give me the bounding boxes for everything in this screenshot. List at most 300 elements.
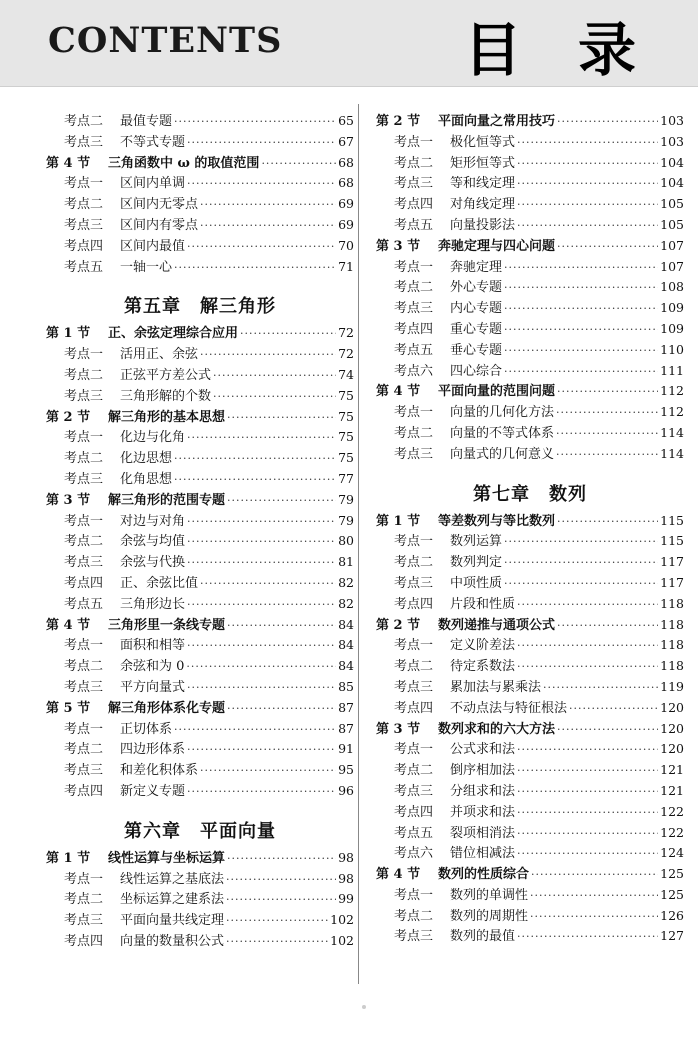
toc-topic-entry[interactable]	[376, 780, 684, 801]
entry-label: 考点四	[394, 596, 434, 612]
entry-label: 第 4 节	[376, 867, 421, 883]
entry-label: 考点三	[64, 388, 104, 404]
dot-leader	[186, 660, 336, 673]
entry-label: 第 3 节	[376, 238, 421, 254]
entry-title: 奔驰定理	[450, 259, 503, 275]
entry-page-number: 122	[660, 803, 684, 819]
entry-label: 考点一	[64, 347, 104, 363]
entry-page-number: 121	[660, 782, 684, 798]
toc-topic-entry[interactable]	[376, 842, 684, 863]
toc-section-entry[interactable]	[46, 489, 354, 510]
entry-page-number: 102	[330, 912, 354, 928]
entry-page-number: 125	[660, 866, 684, 882]
entry-title: 外心专题	[450, 280, 503, 296]
entry-label: 考点三	[394, 679, 434, 695]
entry-label: 考点一	[64, 638, 104, 654]
toc-section-entry[interactable]	[376, 614, 684, 635]
dot-leader	[504, 535, 658, 548]
toc-topic-entry[interactable]	[376, 759, 684, 780]
entry-label: 考点五	[64, 596, 104, 612]
entry-page-number: 81	[338, 554, 354, 570]
entry-title: 奔驰定理与四心问题	[438, 238, 556, 254]
dot-leader	[504, 281, 658, 294]
entry-page-number: 114	[660, 424, 684, 440]
toc-topic-entry[interactable]	[376, 905, 684, 926]
entry-title: 等和线定理	[450, 176, 516, 192]
entry-label: 考点一	[394, 405, 434, 421]
dot-leader	[187, 535, 336, 548]
entry-page-number: 109	[660, 300, 684, 316]
toc-topic-entry[interactable]	[376, 655, 684, 676]
entry-page-number: 69	[338, 216, 354, 232]
entry-label: 考点四	[394, 804, 434, 820]
dot-leader	[530, 889, 658, 902]
entry-title: 正、余弦比值	[120, 575, 199, 591]
toc-topic-entry[interactable]	[46, 888, 354, 909]
chapter-heading: 第七章 数列	[473, 483, 587, 505]
toc-topic-entry[interactable]	[376, 738, 684, 759]
contents-heading: CONTENTS	[48, 20, 283, 61]
toc-topic-entry[interactable]	[46, 468, 354, 489]
entry-label: 考点一	[394, 534, 434, 550]
entry-title: 一轴一心	[120, 259, 173, 275]
dot-leader	[213, 390, 336, 403]
toc-topic-entry[interactable]	[46, 930, 354, 951]
entry-page-number: 72	[338, 346, 354, 362]
entry-title: 向量的数量积公式	[120, 933, 225, 949]
entry-label: 考点二	[394, 155, 434, 171]
dot-leader	[200, 577, 336, 590]
toc-section-entry[interactable]	[376, 510, 684, 531]
entry-label: 第 1 节	[46, 326, 91, 342]
dot-leader	[227, 619, 336, 632]
entry-title: 三角函数中 ω 的取值范围	[108, 155, 260, 171]
entry-label: 考点三	[64, 471, 104, 487]
entry-page-number: 87	[338, 699, 354, 715]
entry-label: 考点四	[64, 783, 104, 799]
toc-topic-entry[interactable]	[376, 925, 684, 946]
entry-title: 向量式的几何意义	[450, 446, 555, 462]
entry-title: 片段和性质	[450, 596, 516, 612]
entry-title: 正切体系	[120, 721, 173, 737]
entry-title: 数列递推与通项公式	[438, 617, 556, 633]
toc-topic-entry[interactable]	[376, 422, 684, 443]
toc-topic-entry[interactable]	[46, 676, 354, 697]
toc-topic-entry[interactable]	[46, 510, 354, 531]
entry-page-number: 111	[660, 362, 684, 378]
entry-title: 数列的最值	[450, 929, 516, 945]
toc-topic-entry[interactable]	[46, 738, 354, 759]
entry-title: 区间内有零点	[120, 217, 199, 233]
dot-leader	[226, 914, 328, 927]
entry-page-number: 68	[338, 175, 354, 191]
toc-topic-entry[interactable]	[46, 256, 354, 277]
toc-topic-entry[interactable]	[376, 297, 684, 318]
dot-leader	[517, 764, 658, 777]
entry-label: 第 2 节	[46, 409, 91, 425]
toc-section-entry[interactable]	[376, 235, 684, 256]
toc-topic-entry[interactable]	[46, 172, 354, 193]
entry-title: 数列判定	[450, 555, 503, 571]
entry-label: 考点一	[394, 742, 434, 758]
entry-label: 第 3 节	[46, 492, 91, 508]
toc-topic-entry[interactable]	[46, 759, 354, 780]
toc-topic-entry[interactable]	[376, 172, 684, 193]
entry-page-number: 105	[660, 216, 684, 232]
entry-page-number: 65	[338, 113, 354, 128]
entry-title: 数列的周期性	[450, 908, 529, 924]
dot-leader	[504, 556, 658, 569]
toc-section-entry[interactable]	[46, 152, 354, 173]
dot-leader	[556, 448, 658, 461]
dot-leader	[517, 177, 658, 190]
toc-topic-entry[interactable]	[376, 276, 684, 297]
toc-topic-entry[interactable]	[46, 235, 354, 256]
entry-label: 考点六	[394, 363, 434, 379]
dot-leader	[517, 660, 658, 673]
toc-topic-entry[interactable]	[376, 697, 684, 718]
entry-page-number: 120	[660, 741, 684, 757]
entry-label: 考点三	[64, 679, 104, 695]
entry-title: 解三角形体系化专题	[108, 700, 226, 716]
toc-topic-entry[interactable]	[46, 364, 354, 385]
entry-page-number: 85	[338, 678, 354, 694]
entry-title: 区间内无零点	[120, 197, 199, 213]
toc-topic-entry[interactable]	[46, 131, 354, 152]
toc-topic-entry[interactable]	[376, 443, 684, 464]
dot-leader	[174, 115, 336, 128]
toc-topic-entry[interactable]	[376, 884, 684, 905]
entry-title: 线性运算之基底法	[120, 871, 225, 887]
entry-page-number: 74	[338, 366, 354, 382]
toc-topic-entry[interactable]	[46, 110, 354, 131]
entry-label: 考点一	[394, 887, 434, 903]
entry-label: 考点四	[394, 321, 434, 337]
entry-page-number: 119	[660, 678, 684, 694]
entry-title: 对角线定理	[450, 197, 516, 213]
entry-label: 考点一	[394, 259, 434, 275]
entry-label: 考点四	[64, 933, 104, 949]
entry-title: 数列求和的六大方法	[438, 721, 556, 737]
dot-leader	[517, 219, 658, 232]
dot-leader	[187, 743, 336, 756]
entry-title: 数列的单调性	[450, 887, 529, 903]
toc-topic-entry[interactable]	[376, 676, 684, 697]
entry-label: 考点二	[394, 425, 434, 441]
dot-leader	[569, 702, 658, 715]
entry-page-number: 115	[660, 533, 684, 549]
entry-title: 极化恒等式	[450, 134, 516, 150]
toc-column-left	[46, 110, 354, 951]
toc-topic-entry[interactable]	[46, 655, 354, 676]
entry-label: 第 2 节	[376, 114, 421, 129]
entry-title: 向量投影法	[450, 217, 516, 233]
dot-leader	[227, 702, 336, 715]
entry-label: 第 2 节	[376, 617, 421, 633]
entry-label: 考点二	[394, 763, 434, 779]
dot-leader	[504, 344, 658, 357]
dot-leader	[517, 639, 658, 652]
toc-topic-entry[interactable]	[376, 801, 684, 822]
entry-page-number: 105	[660, 196, 684, 212]
entry-title: 对边与对角	[120, 513, 186, 529]
toc-section-entry[interactable]	[46, 697, 354, 718]
entry-page-number: 80	[338, 533, 354, 549]
entry-title: 矩形恒等式	[450, 155, 516, 171]
toc-topic-entry[interactable]	[376, 360, 684, 381]
toc-topic-entry[interactable]	[46, 426, 354, 447]
entry-label: 考点二	[64, 742, 104, 758]
chapter-heading: 第五章 解三角形	[124, 296, 276, 318]
toc-section-entry[interactable]	[376, 110, 684, 131]
entry-page-number: 75	[338, 408, 354, 424]
entry-title: 三角形解的个数	[120, 388, 212, 404]
toc-topic-entry[interactable]	[376, 131, 684, 152]
entry-label: 考点三	[394, 301, 434, 317]
dot-leader	[517, 785, 658, 798]
entry-page-number: 84	[338, 616, 354, 632]
entry-title: 平面向量之常用技巧	[438, 114, 556, 129]
entry-page-number: 125	[660, 886, 684, 902]
entry-title: 向量的不等式体系	[450, 425, 555, 441]
entry-title: 内心专题	[450, 301, 503, 317]
dot-leader	[187, 431, 336, 444]
entry-label: 考点二	[64, 892, 104, 908]
entry-title: 三角形边长	[120, 596, 186, 612]
dot-leader	[200, 219, 336, 232]
entry-title: 面积和相等	[120, 638, 186, 654]
entry-page-number: 75	[338, 450, 354, 466]
toc-topic-entry[interactable]	[376, 401, 684, 422]
dot-leader	[517, 930, 658, 943]
toc-topic-entry[interactable]	[376, 572, 684, 593]
entry-label: 考点三	[64, 134, 104, 150]
entry-label: 考点五	[394, 342, 434, 358]
entry-page-number: 118	[660, 595, 684, 611]
entry-page-number: 99	[338, 891, 354, 907]
toc-topic-entry[interactable]	[46, 530, 354, 551]
toc-topic-entry[interactable]	[46, 718, 354, 739]
toc-topic-entry[interactable]	[376, 193, 684, 214]
toc-topic-entry[interactable]	[46, 634, 354, 655]
toc-topic-entry[interactable]	[46, 593, 354, 614]
entry-page-number: 115	[660, 512, 684, 528]
toc-section-entry[interactable]	[46, 614, 354, 635]
dot-leader	[187, 177, 336, 190]
entry-label: 考点一	[394, 638, 434, 654]
entry-title: 中项性质	[450, 575, 503, 591]
entry-label: 考点二	[64, 367, 104, 383]
dot-leader	[187, 556, 336, 569]
entry-title: 最值专题	[120, 114, 173, 129]
toc-topic-entry[interactable]	[376, 256, 684, 277]
entry-page-number: 98	[338, 870, 354, 886]
dot-leader	[187, 598, 336, 611]
entry-page-number: 126	[660, 907, 684, 923]
dot-leader	[556, 427, 658, 440]
toc-topic-entry[interactable]	[376, 551, 684, 572]
toc-topic-entry[interactable]	[376, 339, 684, 360]
entry-label: 考点三	[394, 176, 434, 192]
entry-page-number: 102	[330, 932, 354, 948]
entry-label: 考点二	[394, 280, 434, 296]
entry-title: 区间内最值	[120, 238, 186, 254]
dot-leader	[557, 115, 658, 128]
entry-page-number: 104	[660, 175, 684, 191]
entry-title: 化边思想	[120, 451, 173, 467]
dot-leader	[227, 411, 336, 424]
entry-title: 化边与化角	[120, 430, 186, 446]
entry-label: 考点二	[64, 659, 104, 675]
entry-page-number: 118	[660, 658, 684, 674]
dot-leader	[174, 473, 336, 486]
entry-label: 考点三	[64, 913, 104, 929]
entry-title: 正弦平方差公式	[120, 367, 212, 383]
entry-page-number: 104	[660, 154, 684, 170]
entry-label: 考点一	[64, 176, 104, 192]
toc-topic-entry[interactable]	[376, 318, 684, 339]
toc-section-entry[interactable]	[376, 863, 684, 884]
toc-topic-entry[interactable]	[46, 447, 354, 468]
entry-page-number: 96	[338, 782, 354, 798]
dot-leader	[517, 827, 658, 840]
entry-page-number: 114	[660, 445, 684, 461]
entry-title: 正、余弦定理综合应用	[108, 326, 239, 342]
dot-leader	[557, 385, 658, 398]
toc-section-entry[interactable]	[376, 380, 684, 401]
entry-page-number: 79	[338, 512, 354, 528]
toc-topic-entry[interactable]	[46, 780, 354, 801]
toc-section-entry[interactable]	[46, 406, 354, 427]
dot-leader	[556, 406, 658, 419]
dot-leader	[504, 323, 658, 336]
mulu-heading: 目 录	[463, 16, 654, 84]
entry-label: 考点一	[64, 871, 104, 887]
entry-page-number: 70	[338, 237, 354, 253]
entry-page-number: 117	[660, 554, 684, 570]
dot-leader	[517, 806, 658, 819]
entry-label: 考点三	[64, 763, 104, 779]
entry-title: 余弦和为 0	[120, 659, 185, 675]
entry-page-number: 127	[660, 928, 684, 944]
entry-page-number: 71	[338, 258, 354, 274]
entry-page-number: 84	[338, 658, 354, 674]
toc-topic-entry[interactable]	[46, 385, 354, 406]
entry-page-number: 91	[338, 741, 354, 757]
dot-leader	[517, 598, 658, 611]
entry-title: 重心专题	[450, 321, 503, 337]
dot-leader	[187, 785, 336, 798]
entry-title: 线性运算与坐标运算	[108, 850, 226, 866]
toc-topic-entry[interactable]	[46, 572, 354, 593]
entry-page-number: 122	[660, 824, 684, 840]
toc-topic-entry[interactable]	[46, 343, 354, 364]
entry-page-number: 69	[338, 196, 354, 212]
entry-title: 四心综合	[450, 363, 503, 379]
entry-page-number: 118	[660, 637, 684, 653]
entry-page-number: 112	[660, 383, 684, 399]
entry-title: 垂心专题	[450, 342, 503, 358]
entry-page-number: 82	[338, 574, 354, 590]
toc-topic-entry[interactable]	[46, 193, 354, 214]
entry-title: 和差化积体系	[120, 763, 199, 779]
entry-page-number: 103	[660, 133, 684, 149]
entry-label: 考点一	[64, 513, 104, 529]
toc-topic-entry[interactable]	[46, 868, 354, 889]
toc-topic-entry[interactable]	[376, 822, 684, 843]
dot-leader	[174, 452, 336, 465]
dot-leader	[187, 515, 336, 528]
entry-page-number: 108	[660, 279, 684, 295]
entry-label: 考点二	[394, 659, 434, 675]
entry-page-number: 82	[338, 595, 354, 611]
dot-leader	[557, 240, 658, 253]
entry-title: 等差数列与等比数列	[438, 513, 556, 529]
dot-leader	[227, 852, 336, 865]
entry-page-number: 110	[660, 341, 684, 357]
toc-section-entry[interactable]	[46, 847, 354, 868]
dot-leader	[557, 619, 658, 632]
header-banner	[0, 0, 698, 87]
toc-topic-entry[interactable]	[376, 214, 684, 235]
entry-label: 考点三	[394, 575, 434, 591]
dot-leader	[543, 681, 658, 694]
entry-title: 累加法与累乘法	[450, 679, 542, 695]
toc-section-entry[interactable]	[376, 718, 684, 739]
dot-leader	[530, 910, 658, 923]
dot-leader	[200, 198, 336, 211]
entry-page-number: 124	[660, 845, 684, 861]
toc-topic-entry[interactable]	[46, 214, 354, 235]
entry-title: 余弦与代换	[120, 555, 186, 571]
toc-topic-entry[interactable]	[376, 152, 684, 173]
toc-topic-entry[interactable]	[376, 530, 684, 551]
page-mark	[362, 1005, 366, 1009]
entry-label: 第 3 节	[376, 721, 421, 737]
dot-leader	[187, 681, 336, 694]
dot-leader	[517, 847, 658, 860]
entry-title: 余弦与均值	[120, 534, 186, 550]
toc-topic-entry[interactable]	[376, 593, 684, 614]
toc-topic-entry[interactable]	[46, 551, 354, 572]
entry-label: 考点六	[394, 846, 434, 862]
entry-page-number: 117	[660, 574, 684, 590]
entry-label: 考点四	[394, 197, 434, 213]
entry-title: 三角形里一条线专题	[108, 617, 226, 633]
dot-leader	[261, 157, 336, 170]
entry-label: 第 1 节	[376, 513, 421, 529]
entry-title: 活用正、余弦	[120, 347, 199, 363]
toc-topic-entry[interactable]	[46, 909, 354, 930]
entry-page-number: 112	[660, 404, 684, 420]
entry-label: 第 4 节	[376, 384, 421, 400]
entry-title: 分组求和法	[450, 783, 516, 799]
dot-leader	[504, 261, 658, 274]
dot-leader	[517, 136, 658, 149]
entry-title: 四边形体系	[120, 742, 186, 758]
toc-topic-entry[interactable]	[376, 634, 684, 655]
entry-title: 数列的性质综合	[438, 867, 530, 883]
entry-page-number: 98	[338, 849, 354, 865]
entry-page-number: 67	[338, 133, 354, 149]
entry-label: 考点四	[64, 238, 104, 254]
entry-title: 倒序相加法	[450, 763, 516, 779]
toc-section-entry[interactable]	[46, 322, 354, 343]
entry-page-number: 120	[660, 699, 684, 715]
entry-label: 考点三	[394, 446, 434, 462]
entry-title: 区间内单调	[120, 176, 186, 192]
dot-leader	[504, 302, 658, 315]
